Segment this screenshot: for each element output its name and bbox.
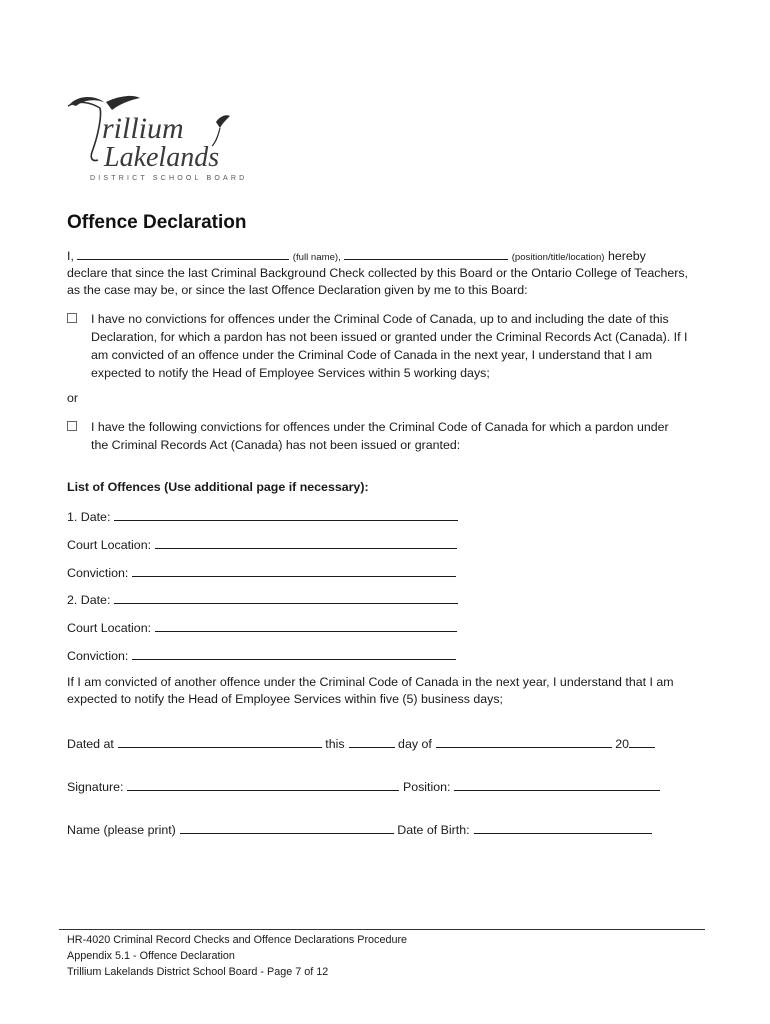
option-has-convictions [67,418,707,454]
intro-line-3: as the case may be, or since the last Offence Declaration given by me to this Board: [67,283,528,297]
full-name-field[interactable] [77,248,289,260]
option1-line: expected to notify the Head of Employee Services within 5 working days; [91,366,490,380]
option2-line: the Criminal Records Act (Canada) has not been issued or granted: [91,438,461,452]
name-field[interactable] [180,821,394,834]
this-label: this [325,737,345,751]
dated-at-label: Dated at [67,737,114,751]
board-logo [66,92,256,187]
offence-1-conviction-field[interactable] [132,564,456,577]
day-field[interactable] [349,735,395,748]
option-has-convictions-text [91,418,669,454]
footer-appendix: Appendix 5.1 - Offence Declaration [67,950,235,962]
has-convictions-checkbox[interactable] [67,421,77,431]
footer-page-number: Trillium Lakelands District School Board - Page 7 of 12 [67,966,329,978]
offences-heading: List of Offences (Use additional page if necessary): [67,480,369,494]
signature-label: Signature: [67,780,124,794]
page-title: Offence Declaration [67,212,247,233]
position-label-2: Position: [402,780,451,794]
option2-line: I have the following convictions for offences under the Criminal Code of Canada for which a pardon under [91,420,669,434]
position-field[interactable] [344,248,508,260]
option1-line: am convicted of an offence under the Criminal Code of Canada in the next year, I understand that I am [91,348,653,362]
offence-2-court [67,619,457,636]
dated-row [67,735,655,752]
offence-2-court-field[interactable] [155,619,457,632]
logo-word-lakelands: Lakelands [104,142,220,173]
offence-2-conviction-field[interactable] [132,647,456,660]
signature-field[interactable] [127,778,399,791]
offence-1-date [67,508,458,525]
dob-label: Date of Birth: [397,823,470,837]
court-location-label: Court Location: [67,538,152,552]
name-label: Name (please print) [67,823,176,837]
month-field[interactable] [436,735,612,748]
conviction-label: Conviction: [67,649,129,663]
date-label: 2. Date: [67,593,111,607]
intro-hereby: hereby [607,249,646,263]
page-footer [67,932,407,980]
intro-prefix: I, [67,249,74,263]
position-field-2[interactable] [454,778,660,791]
offence-1-conviction [67,564,456,581]
option-no-convictions [67,310,707,382]
court-location-label: Court Location: [67,621,152,635]
name-row [67,821,652,838]
no-convictions-checkbox[interactable] [67,313,77,323]
year-prefix: 20 [615,737,630,751]
intro-line-2: declare that since the last Criminal Background Check collected by this Board or the Ontario College of Teachers, [67,266,689,280]
offence-2-date [67,591,458,608]
offence-2-date-field[interactable] [114,591,458,604]
year-field[interactable] [629,735,655,748]
dob-field[interactable] [474,821,652,834]
signature-row [67,778,660,795]
footer-divider [59,929,705,930]
logo-word-rillium: rillium [102,112,184,145]
logo-subtitle: DISTRICT SCHOOL BOARD [90,175,248,182]
day-of-label: day of [398,737,432,751]
full-name-label: (full name), [292,252,341,263]
offence-1-court [67,536,457,553]
option1-line: Declaration, for which a pardon has not been issued or granted under the Criminal Records Act (Canada). If I [91,330,688,344]
date-label: 1. Date: [67,510,111,524]
dated-at-field[interactable] [118,735,322,748]
footer-procedure: HR-4020 Criminal Record Checks and Offence Declarations Procedure [67,934,408,946]
offence-1-court-field[interactable] [155,536,457,549]
or-text: or [67,391,79,405]
option1-line: I have no convictions for offences under the Criminal Code of Canada, up to and including the date of this [91,312,669,326]
offence-2-conviction [67,647,456,664]
notice-line-1: If I am convicted of another offence under the Criminal Code of Canada in the next year, I understand that I am [67,675,674,689]
offence-1-date-field[interactable] [114,508,458,521]
position-label: (position/title/location) [511,252,605,263]
option-no-convictions-text [91,310,687,382]
conviction-label: Conviction: [67,566,129,580]
notice-line-2: expected to notify the Head of Employee Services within five (5) business days; [67,692,503,706]
intro-line-1 [67,248,646,266]
